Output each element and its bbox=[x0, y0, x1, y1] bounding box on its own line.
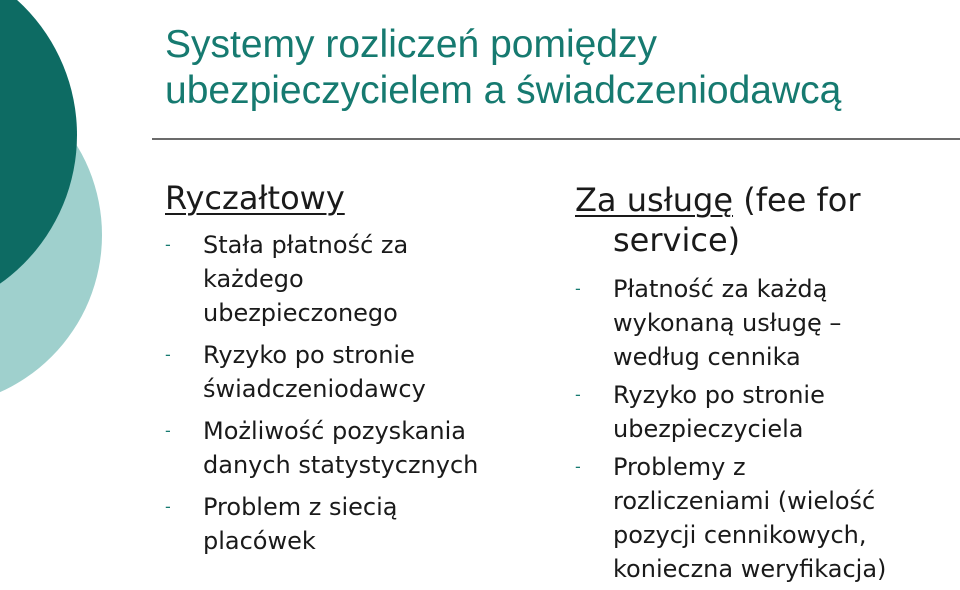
list-item-line: konieczna weryfikacja) bbox=[613, 555, 887, 583]
list-item-line: ubezpieczonego bbox=[203, 299, 398, 327]
list-item bbox=[575, 272, 955, 374]
column-heading-flat-rate: Ryczałtowy bbox=[165, 179, 345, 217]
list-fee-for-service bbox=[575, 272, 955, 586]
list-item-line: Problem z siecią bbox=[203, 493, 398, 521]
bullet-dash: - bbox=[575, 457, 581, 476]
heading-rest-part: (fee for bbox=[733, 181, 861, 219]
slide-title bbox=[165, 22, 841, 114]
list-item-line: każdego bbox=[203, 265, 304, 293]
list-item-line: Płatność za każdą bbox=[613, 275, 828, 303]
heading-underlined-part: Za usługę bbox=[575, 181, 734, 219]
decorative-circles bbox=[0, 0, 140, 584]
column-flat-rate bbox=[165, 178, 545, 566]
bullet-dash: - bbox=[575, 385, 581, 404]
list-item bbox=[575, 378, 955, 446]
list-item-line: rozliczeniami (wielość bbox=[613, 487, 876, 515]
list-item bbox=[575, 450, 955, 586]
column-heading-fee-for-service bbox=[575, 180, 955, 260]
list-item-line: danych statystycznych bbox=[203, 451, 479, 479]
bullet-dash: - bbox=[165, 421, 171, 440]
list-item-line: Ryzyko po stronie bbox=[203, 341, 415, 369]
list-item-line: placówek bbox=[203, 527, 316, 555]
slide-title-line-2: ubezpieczycielem a świadczeniodawcą bbox=[165, 69, 842, 112]
list-flat-rate bbox=[165, 228, 545, 558]
list-item-line: pozycji cennikowych, bbox=[613, 521, 867, 549]
slide-title-line-1: Systemy rozliczeń pomiędzy bbox=[165, 23, 657, 66]
bullet-dash: - bbox=[165, 235, 171, 254]
list-item-line: świadczeniodawcy bbox=[203, 375, 426, 403]
heading-line-2: service) bbox=[613, 221, 741, 259]
bullet-dash: - bbox=[575, 279, 581, 298]
list-item-line: wykonaną usługę – bbox=[613, 309, 842, 337]
list-item-line: Ryzyko po stronie bbox=[613, 381, 825, 409]
list-item-line: Możliwość pozyskania bbox=[203, 417, 466, 445]
list-item-line: według cennika bbox=[613, 343, 801, 371]
list-item bbox=[165, 228, 545, 330]
column-fee-for-service bbox=[575, 180, 955, 590]
list-item bbox=[165, 414, 545, 482]
list-item bbox=[165, 490, 545, 558]
title-divider bbox=[152, 138, 960, 140]
bullet-dash: - bbox=[165, 497, 171, 516]
bullet-dash: - bbox=[165, 345, 171, 364]
list-item-line: Problemy z bbox=[613, 453, 746, 481]
list-item bbox=[165, 338, 545, 406]
list-item-line: Stała płatność za bbox=[203, 231, 409, 259]
list-item-line: ubezpieczyciela bbox=[613, 415, 804, 443]
